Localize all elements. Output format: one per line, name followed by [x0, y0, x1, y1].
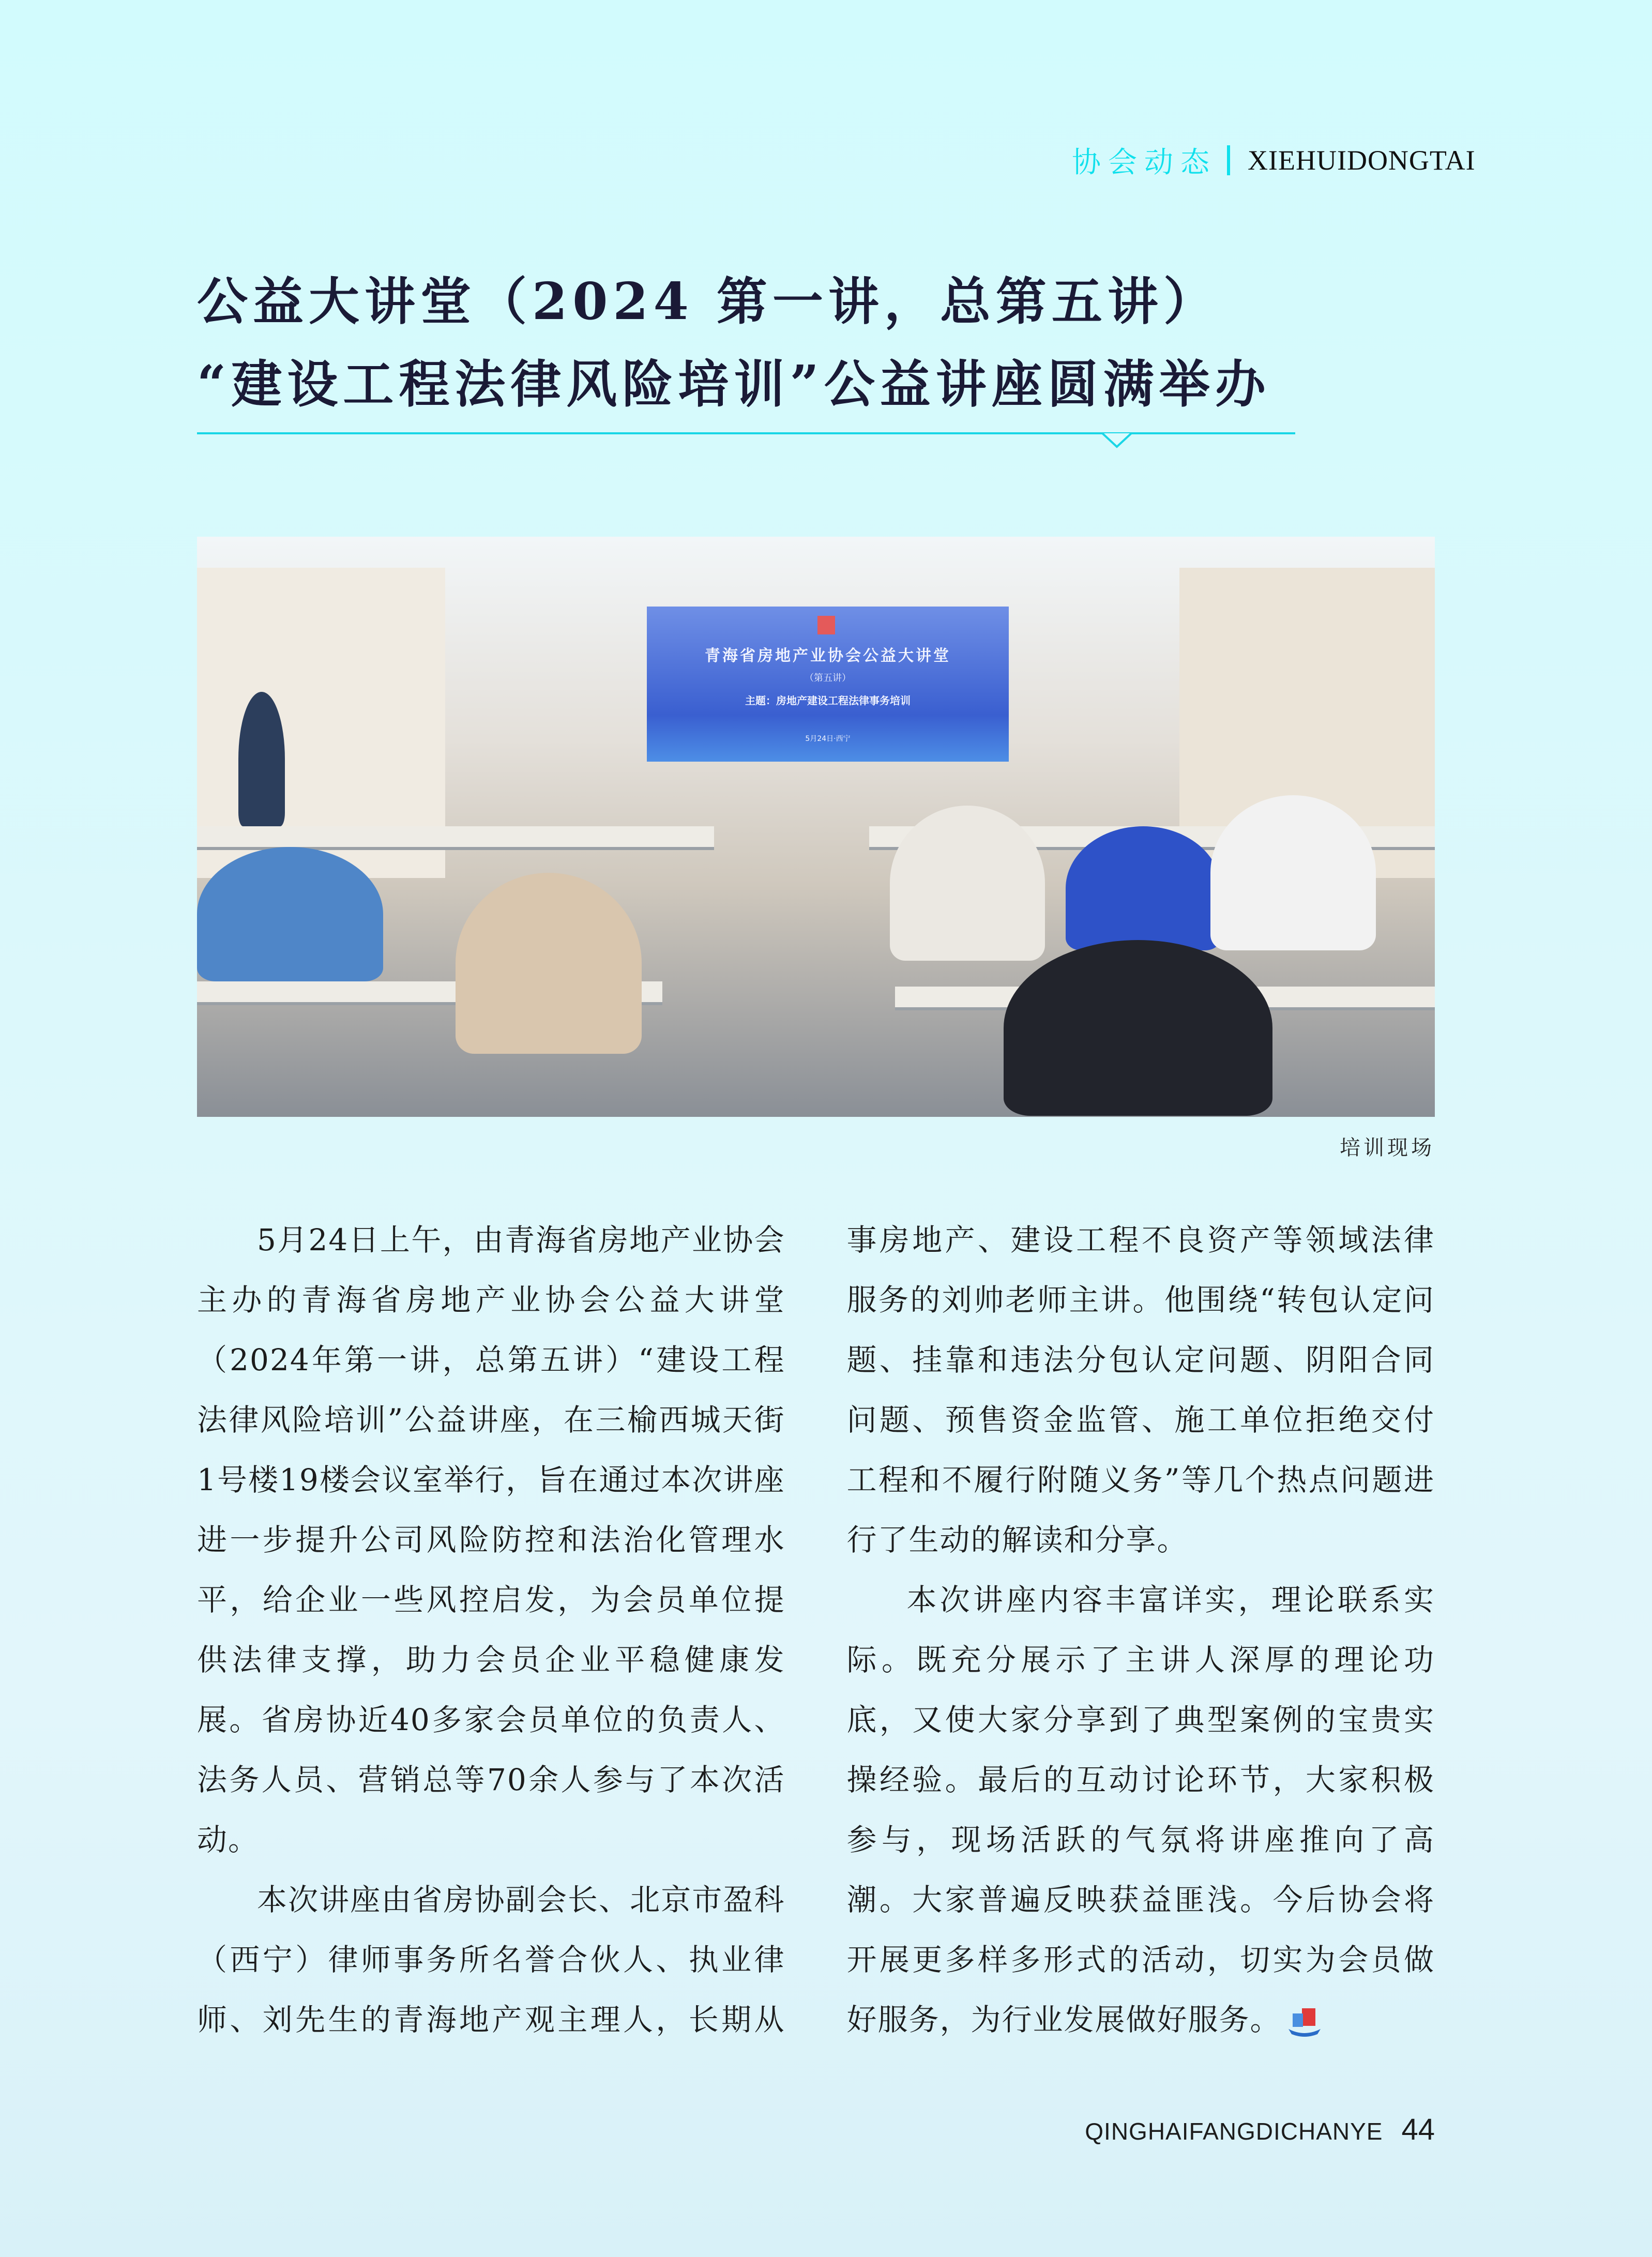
page-number: 44 [1401, 2113, 1435, 2146]
attendee [456, 873, 642, 1054]
paragraph: 5月24日上午，由青海省房地产业协会主办的青海省房地产业协会公益大讲堂（2024年第一讲，总第五讲）“建设工程法律风险培训”公益讲座，在三榆西城天街1号楼19楼会议室举行，旨在通过本次讲座进一步提升公司风险防控和法治化管理水平，给企业一些风控启发，为会员单位提供法律支撑，助力会员企业平稳健康发展。省房协近40多家会员单位的负责人、法务人员、营销总等70余人参与了本次活动。 [197, 1222, 785, 1857]
screen-topic: 主题：房地产建设工程法律事务培训 [745, 694, 911, 707]
desk [197, 826, 714, 850]
attendee [1066, 826, 1221, 950]
header-divider [1227, 145, 1230, 175]
association-logo-icon [817, 616, 835, 634]
page-footer [1085, 2112, 1435, 2147]
paragraph-text: 本次讲座内容丰富详实，理论联系实际。既充分展示了主讲人深厚的理论功底，又使大家分享到了典型案例的宝贵实操经验。最后的互动讨论环节，大家积极参与，现场活跃的气氛将讲座推向了高潮。大家普遍反映获益匪浅。今后协会将开展更多样多形式的活动，切实为会员做好服务，为行业发展做好服务。 [846, 1582, 1435, 2037]
training-photo [197, 537, 1435, 1117]
section-name-cn: 协会动态 [1072, 146, 1217, 179]
end-logo-icon [1286, 2006, 1323, 2038]
attendee [890, 806, 1045, 961]
attendee [197, 847, 383, 981]
article-title-line-2: “建设工程法律风险培训”公益讲座圆满举办 [197, 355, 1271, 414]
attendee [1004, 940, 1272, 1116]
photo-caption: 培训现场 [1340, 1136, 1435, 1160]
attendee [1210, 795, 1376, 950]
article-body [197, 1210, 1435, 2050]
chevron-down-icon [1101, 419, 1132, 450]
section-name-en: XIEHUIDONGTAI [1248, 145, 1476, 176]
screen-title: 青海省房地产业协会公益大讲堂 [705, 647, 951, 665]
article-title-line-1: 公益大讲堂（2024 第一讲，总第五讲） [197, 272, 1219, 331]
projection-screen [647, 607, 1009, 762]
screen-date: 5月24日·西宁 [805, 735, 851, 743]
magazine-name: QINGHAIFANGDICHANYE [1085, 2118, 1383, 2145]
paragraph [847, 1570, 1435, 2050]
paragraph: 本次讲座由省房协副会长、北京市盈科（西宁）律师事务所名誉合伙人、执业律师、刘先生的青海地产观主理人，长期从事房地产、建设工程不良资产等领域法律服务的刘帅老师主讲。他围绕“转包认定问题、挂靠和违法分包认定问题、阴阳合同问题、预售资金监管、施工单位拒绝交付工程和不履行附随义务”等几个热点问题进行了生动的解读和分享。 [197, 1222, 1435, 2037]
section-header [1072, 140, 1476, 181]
speaker [238, 692, 285, 826]
screen-session: （第五讲） [805, 673, 851, 684]
